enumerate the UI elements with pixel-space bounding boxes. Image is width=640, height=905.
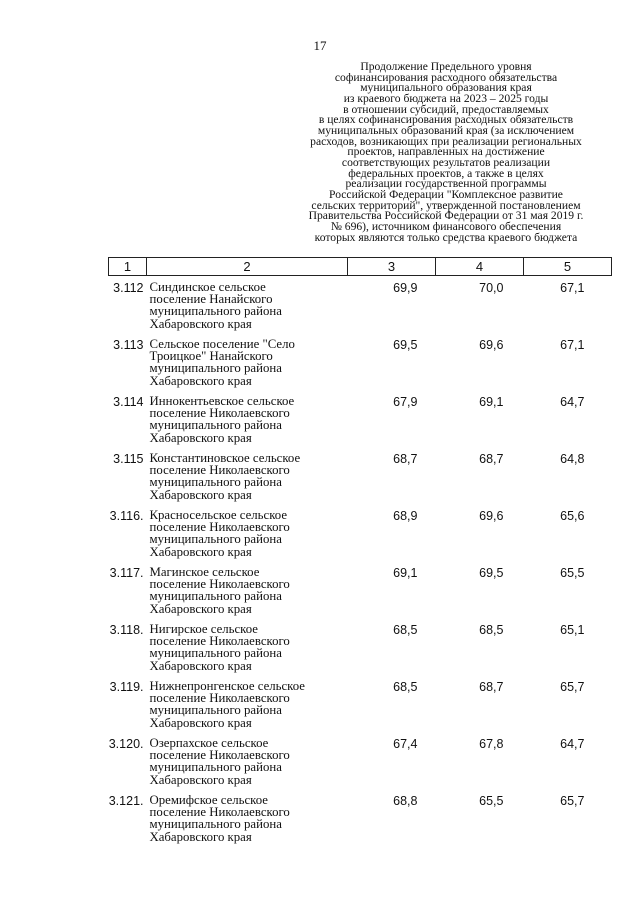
- table-row: [109, 276, 612, 339]
- value-col4: 69,5: [479, 566, 504, 580]
- settlement-name-line: Озерпахское сельское: [149, 736, 269, 750]
- settlement-name-line: Оремифское сельское: [149, 793, 268, 807]
- row-number: 3.116.: [109, 509, 144, 523]
- settlement-name-line: Синдинское сельское: [149, 280, 266, 294]
- row-number: 3.118.: [109, 623, 144, 637]
- settlement-name-line: поселение Николаевского: [149, 634, 290, 649]
- settlement-name: [147, 338, 348, 395]
- row-number: 3.113: [113, 338, 144, 352]
- row-number: 3.115: [113, 452, 144, 466]
- settlement-name-line: поселение Николаевского: [149, 406, 290, 421]
- settlement-name-line: Нигирское сельское: [149, 622, 258, 636]
- column-header: 1: [109, 258, 147, 276]
- value-col5: 64,8: [560, 452, 585, 466]
- header-line: из краевого бюджета на 2023 – 2025 годы: [343, 91, 549, 105]
- settlement-name-line: поселение Николаевского: [149, 520, 290, 535]
- header-line: муниципальных образований края (за исключением: [317, 123, 575, 137]
- settlement-name-line: муниципального района: [149, 589, 282, 604]
- table-row: [109, 338, 612, 395]
- value-col5: 65,7: [560, 680, 585, 694]
- value-col4: 65,5: [479, 794, 504, 808]
- settlement-name: [147, 452, 348, 509]
- value-col4: 68,5: [479, 623, 504, 637]
- table-row: [109, 680, 612, 737]
- table-row: [109, 452, 612, 509]
- value-col5: 65,1: [560, 623, 585, 637]
- value-col5: 67,1: [560, 338, 585, 352]
- settlement-name-line: муниципального района: [149, 532, 282, 547]
- header-line: в отношении субсидий, предоставляемых: [343, 102, 549, 116]
- row-number: 3.112: [113, 281, 144, 295]
- settlement-name-line: муниципального района: [149, 475, 282, 490]
- value-col4: 69,6: [479, 338, 504, 352]
- settlement-name-line: муниципального района: [149, 418, 282, 433]
- table-row: [109, 566, 612, 623]
- table-row: [109, 623, 612, 680]
- settlement-name-line: муниципального района: [149, 817, 282, 832]
- settlement-name: [147, 395, 348, 452]
- settlement-name-line: поселение Николаевского: [149, 748, 290, 763]
- settlement-name-line: Хабаровского края: [149, 715, 252, 730]
- value-col3: 68,7: [393, 452, 418, 466]
- settlement-name-line: поселение Николаевского: [149, 691, 290, 706]
- header-line: расходов, возникающих при реализации региональных: [310, 134, 582, 148]
- value-col5: 67,1: [560, 281, 585, 295]
- settlement-name: [147, 623, 348, 680]
- settlement-name-line: поселение Николаевского: [149, 463, 290, 478]
- settlement-name: [147, 680, 348, 737]
- value-col3: 68,5: [393, 623, 418, 637]
- settlement-name: [147, 794, 348, 851]
- table-row: [109, 509, 612, 566]
- settlement-name-line: Сельское поселение "Село: [149, 337, 295, 351]
- table-header-row: [109, 258, 612, 276]
- header-line: федеральных проектов, а также в целях: [348, 166, 544, 180]
- subsidy-table: [108, 257, 612, 851]
- column-header: 2: [147, 258, 348, 276]
- settlement-name-line: Хабаровского края: [149, 829, 252, 844]
- settlement-name-line: Нижнепронгенское сельское: [149, 679, 305, 693]
- settlement-name-line: Иннокентьевское сельское: [149, 394, 295, 408]
- settlement-name-line: Хабаровского края: [149, 601, 252, 616]
- settlement-name-line: Троицкое" Нанайского: [149, 349, 273, 364]
- value-col5: 65,7: [560, 794, 585, 808]
- value-col3: 68,5: [393, 680, 418, 694]
- value-col3: 68,8: [393, 794, 418, 808]
- value-col5: 65,6: [560, 509, 585, 523]
- settlement-name-line: Хабаровского края: [149, 430, 252, 445]
- settlement-name-line: Хабаровского края: [149, 373, 252, 388]
- row-number: 3.114: [113, 395, 144, 409]
- settlement-name-line: муниципального района: [149, 646, 282, 661]
- settlement-name-line: Хабаровского края: [149, 772, 252, 787]
- value-col4: 67,8: [479, 737, 504, 751]
- settlement-name-line: Магинское сельское: [149, 565, 260, 579]
- page-number: 17: [313, 38, 327, 53]
- settlement-name-line: Хабаровского края: [149, 316, 252, 331]
- settlement-name-line: поселение Николаевского: [149, 805, 290, 820]
- settlement-name-line: муниципального района: [149, 703, 282, 718]
- settlement-name-line: Хабаровского края: [149, 487, 252, 502]
- value-col4: 70,0: [479, 281, 504, 295]
- header-line: проектов, направленных на достижение: [347, 145, 545, 159]
- settlement-name-line: поселение Николаевского: [149, 577, 290, 592]
- header-line: муниципального образования края: [360, 81, 532, 95]
- value-col3: 67,9: [393, 395, 418, 409]
- header-line: № 696), источником финансового обеспечения: [330, 219, 562, 233]
- settlement-name-line: Хабаровского края: [149, 544, 252, 559]
- value-col3: 69,5: [393, 338, 418, 352]
- table-body: [109, 276, 612, 852]
- value-col4: 68,7: [479, 680, 504, 694]
- header-line: реализации государственной программы: [345, 177, 547, 191]
- value-col3: 69,1: [393, 566, 418, 580]
- row-number: 3.121.: [108, 794, 144, 808]
- header-line: Российской Федерации "Комплексное развитие: [329, 187, 563, 201]
- document-header: [280, 62, 612, 243]
- settlement-name-line: Хабаровского края: [149, 658, 252, 673]
- settlement-name-line: поселение Нанайского: [149, 292, 273, 307]
- value-col3: 69,9: [393, 281, 418, 295]
- settlement-name-line: муниципального района: [149, 361, 282, 376]
- settlement-name-line: муниципального района: [149, 304, 282, 319]
- table-row: [109, 395, 612, 452]
- value-col5: 64,7: [560, 395, 585, 409]
- row-number: 3.120.: [108, 737, 144, 751]
- header-line: сельских территорий", утвержденной постановлением: [311, 198, 581, 212]
- table-row: [109, 737, 612, 794]
- header-line: Правительства Российской Федерации от 31 мая 2019 г.: [308, 209, 584, 223]
- value-col4: 69,6: [479, 509, 504, 523]
- table-row: [109, 794, 612, 851]
- settlement-name-line: Красносельское сельское: [149, 508, 287, 522]
- column-header: 5: [524, 258, 612, 276]
- settlement-name-line: Константиновское сельское: [149, 451, 301, 465]
- column-header: 4: [436, 258, 524, 276]
- header-line: соответствующих результатов реализации: [341, 155, 551, 169]
- settlement-name: [147, 737, 348, 794]
- settlement-name: [147, 276, 348, 339]
- column-header: 3: [348, 258, 436, 276]
- header-line: софинансирования расходного обязательства: [334, 70, 558, 84]
- value-col3: 67,4: [393, 737, 418, 751]
- header-line: которых являются только средства краевого бюджета: [314, 230, 578, 244]
- header-line: в целях софинансирования расходных обязательств: [318, 113, 574, 127]
- settlement-name-line: муниципального района: [149, 760, 282, 775]
- value-col5: 65,5: [560, 566, 585, 580]
- row-number: 3.117.: [109, 566, 144, 580]
- value-col5: 64,7: [560, 737, 585, 751]
- value-col4: 69,1: [479, 395, 504, 409]
- settlement-name: [147, 509, 348, 566]
- row-number: 3.119.: [109, 680, 144, 694]
- header-line: Продолжение Предельного уровня: [360, 60, 532, 73]
- settlement-name: [147, 566, 348, 623]
- value-col3: 68,9: [393, 509, 418, 523]
- value-col4: 68,7: [479, 452, 504, 466]
